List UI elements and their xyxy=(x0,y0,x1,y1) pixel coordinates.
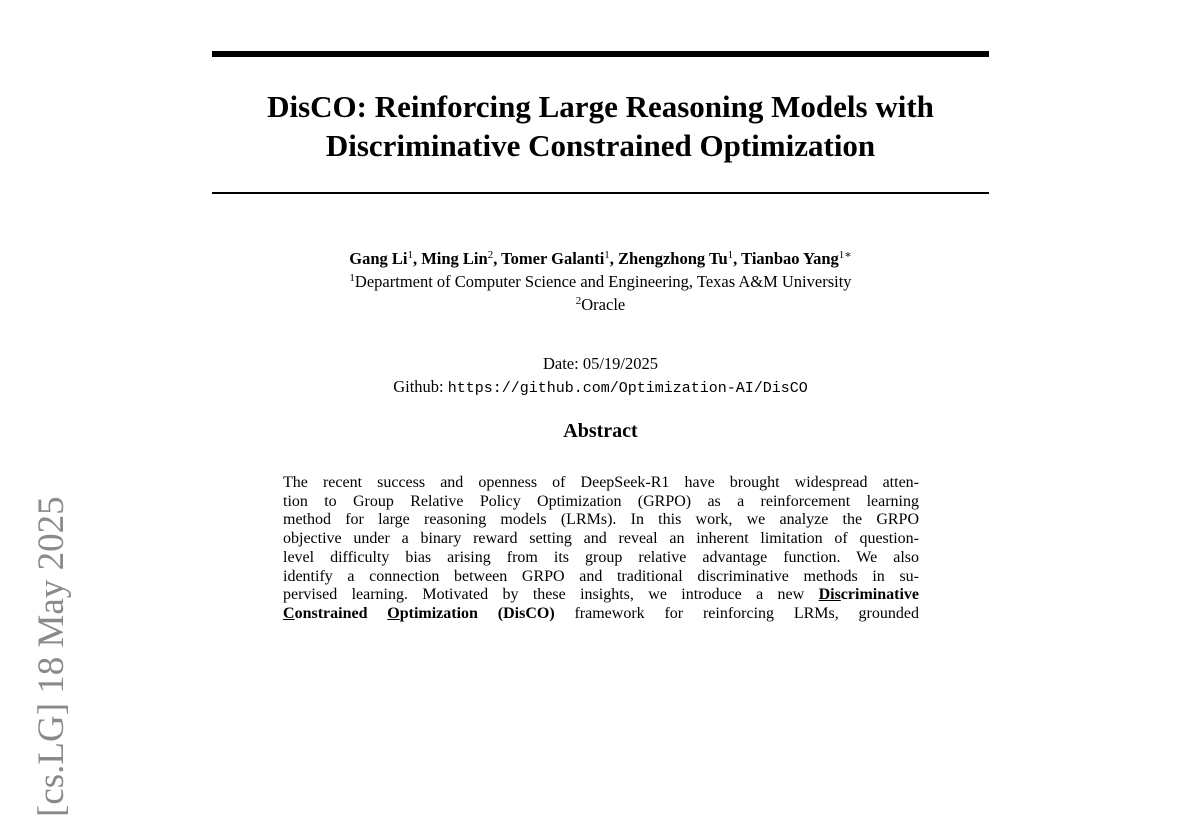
github-label: Github: xyxy=(393,377,448,396)
abstract-emphasis: O xyxy=(387,604,400,622)
affiliation-mark: 2 xyxy=(575,295,582,307)
abstract-line: identify a connection between GRPO and traditional discriminative methods in su- xyxy=(283,567,919,585)
title-line-2: Discriminative Constrained Optimization xyxy=(325,128,876,163)
abstract-body xyxy=(283,474,919,624)
title-bottom-rule xyxy=(212,192,989,194)
author-affil-mark: 1 xyxy=(727,249,734,261)
abstract-line: tion to Group Relative Policy Optimization (GRPO) as a reinforcement learning xyxy=(283,492,919,510)
author-name: Tomer Galanti xyxy=(501,249,605,268)
author-separator: , xyxy=(609,249,619,268)
abstract-emphasis: ptimization (DisCO) xyxy=(399,604,555,622)
github-line xyxy=(212,375,989,400)
abstract-emphasis: criminative xyxy=(840,586,919,604)
abstract-line xyxy=(283,586,919,605)
github-link[interactable]: https://github.com/Optimization-AI/DisCO xyxy=(447,380,808,397)
affiliation-mark: 1 xyxy=(349,272,355,284)
abstract-line: The recent success and openness of DeepSeek-R1 have brought widespread atten- xyxy=(283,474,919,491)
abstract-emphasis: C xyxy=(283,604,295,622)
abstract-heading: Abstract xyxy=(563,420,638,442)
paper-meta xyxy=(212,352,989,400)
affiliation-2 xyxy=(212,293,989,316)
author-name: Tianbao Yang xyxy=(741,249,839,268)
paper-title xyxy=(212,87,989,165)
author-block xyxy=(212,247,989,316)
abstract-emphasis: onstrained xyxy=(294,604,388,622)
author-name: Ming Lin xyxy=(421,249,488,268)
abstract-line: objective under a binary reward setting and reveal an inherent limitation of question- xyxy=(283,530,919,548)
author-list xyxy=(212,247,989,270)
author-name: Gang Li xyxy=(349,249,408,268)
abstract-line: level difficulty bias arising from its group relative advantage function. We also xyxy=(283,548,919,566)
author-affil-mark: 1 xyxy=(604,249,610,261)
author-separator: , xyxy=(412,249,422,268)
author-affil-mark: 1∗ xyxy=(838,249,852,261)
author-affil-mark: 1 xyxy=(407,249,413,261)
abstract-emphasis: Dis xyxy=(818,586,841,604)
affiliation-text: Department of Computer Science and Engineering, Texas A&M University xyxy=(354,272,852,291)
affiliation-text: Oracle xyxy=(581,295,626,314)
abstract-line xyxy=(283,605,919,624)
affiliation-1 xyxy=(212,270,989,293)
date-line: Date: 05/19/2025 xyxy=(542,354,659,373)
abstract-text: pervised learning. Motivated by these insights, we introduce a new xyxy=(283,586,819,604)
author-name: Zhengzhong Tu xyxy=(618,249,728,268)
author-affil-mark: 2 xyxy=(487,249,494,261)
title-top-rule xyxy=(212,51,989,57)
abstract-text: framework for reinforcing LRMs, grounded xyxy=(554,604,919,622)
arxiv-identifier-stamp: [cs.LG] 18 May 2025 xyxy=(31,496,72,817)
abstract-line: method for large reasoning models (LRMs). In this work, we analyze the GRPO xyxy=(283,511,919,529)
author-separator: , xyxy=(493,249,502,268)
author-separator: , xyxy=(733,249,742,268)
title-line-1: DisCO: Reinforcing Large Reasoning Models with xyxy=(267,89,934,124)
